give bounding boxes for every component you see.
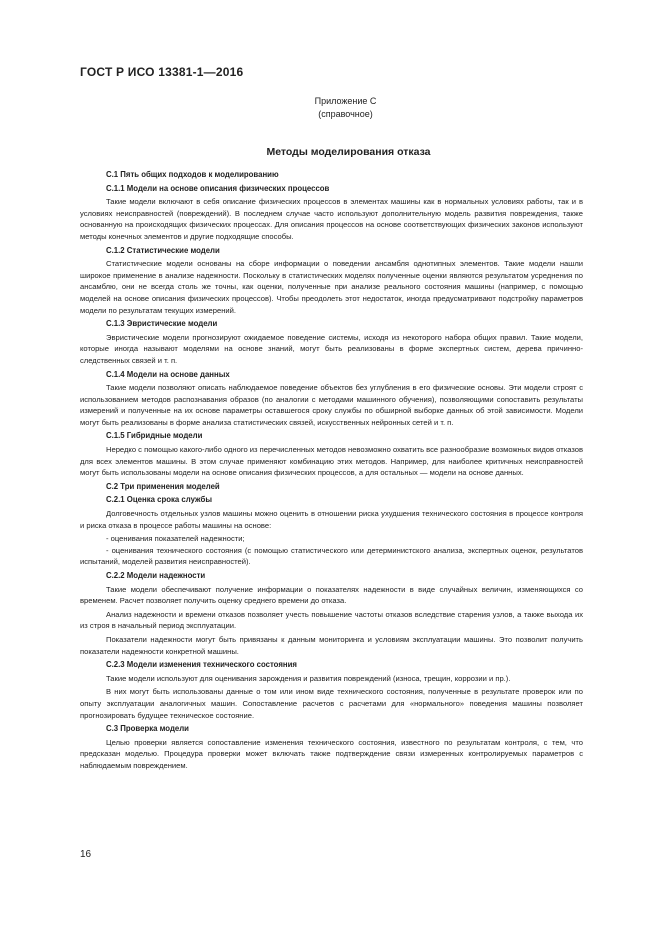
section-heading: C.2.2 Модели надежности — [106, 571, 206, 580]
document-body — [80, 169, 583, 774]
page-number: 16 — [80, 849, 92, 860]
paragraph: - оценивания технического состояния (с помощью статистического или детерминистского анализа, экспертных оценок, результатов испытаний, моделей развития неисправностей). — [80, 545, 583, 567]
paragraph: Такие модели обеспечивают получение информации о показателях надежности в виде случайных величин, изменяющихся со временем. Расчет позволяет получить оценку среднего времени до отказа. — [80, 584, 583, 606]
section-heading: C.2.3 Модели изменения технического состояния — [106, 660, 297, 670]
paragraph: Целью проверки является сопоставление изменения технического состояния, известного по результатам контроля, с тем, что предсказан моделью. Процедура проверки может включать также подтверждение связи измеренных контролируемых параметров с наблюдаемым повреждением. — [80, 737, 583, 770]
paragraph: Показатели надежности могут быть привязаны к данным мониторинга и условиям эксплуатации машины. Это позволит получить показатели надежности конкретной машины. — [80, 634, 583, 656]
section-heading: C.1 Пять общих подходов к моделированию — [106, 170, 279, 179]
document-header: ГОСТ Р ИСО 13381-1—2016 — [80, 65, 244, 79]
section-title: Методы моделирования отказа — [266, 146, 431, 158]
section-heading: C.2 Три применения моделей — [106, 481, 220, 491]
paragraph: Нередко с помощью какого-либо одного из перечисленных методов невозможно охватить все разнообразие возможных видов отказов для всех элементов машины. В этом случае применяют комбинацию этих методов. Например, для наиболее критичных неисправностей могут быть использованы модели на основе описания физических процессов, а для остальных — модели на основе данных. — [80, 445, 583, 478]
section-heading: C.1.3 Эвристические модели — [106, 319, 218, 329]
section-heading: C.1.4 Модели на основе данных — [106, 369, 230, 379]
section-heading: C.1.1 Модели на основе описания физических процессов — [106, 183, 330, 193]
paragraph: Анализ надежности и времени отказов позволяет учесть повышение частоты отказов вследствие старения узлов, а также выхода их из строя в начальный период эксплуатации. — [80, 609, 583, 631]
list-item: - оценивания показателей надежности; — [106, 534, 245, 544]
section-heading: C.1.2 Статистические модели — [106, 245, 220, 255]
paragraph: Такие модели включают в себя описание физических процессов в элементах машины как в нормальных условиях работы, так и в условиях неисправностей (повреждений). В последнем случае часто используют дополнительную модель развития повреждения, также основанную на происходящих физических процессах. Для описания процессов на основе соответствующих физических законов используют методы конечных элементов и другие подходящие способы. — [80, 197, 583, 241]
appendix-title: Приложение C — [314, 96, 377, 106]
paragraph: Такие модели позволяют описать наблюдаемое поведение объектов без углубления в его физические основы. Эти модели строят с использованием методов распознавания образов (по аналогии с методами машинного обучения), позволяющими сопоставить результаты измерений и полученные на их основе параметры оставшегося сроку службы по обширной выборке данных об этой зависимости. Модели могут быть реализованы в форме анализа статистических связей, искусственных нейронных сетей и т. п. — [80, 383, 583, 427]
paragraph: Такие модели используют для оценивания зарождения и развития повреждений (износа, трещин, коррозии и пр.). — [106, 673, 511, 683]
section-heading: C.1.5 Гибридные модели — [106, 431, 203, 441]
paragraph: Долговечность отдельных узлов машины можно оценить в отношении риска ухудшения технического состояния в процессе контроля и риска отказа в процессе работы машины на основе: — [80, 509, 583, 530]
paragraph: Статистические модели основаны на сборе информации о поведении ансамбля однотипных элементов. Такие модели нашли широкое применение в анализе надежности. Поскольку в статистических моделях полученные оценки являются результатом усреднения по ансамблю, они не всегда столь же точны, как оценки, полученные при анализе реального состояния машины (например, с помощью моделей на основе описания физических процессов). Чтобы преодолеть этот недостаток, иногда предусматривают подстройку параметров модели по результатам текущих измерений. — [80, 259, 583, 315]
appendix-subtitle: (справочное) — [318, 109, 373, 119]
appendix-heading — [0, 95, 661, 121]
section-heading: C.3 Проверка модели — [106, 724, 189, 734]
paragraph: В них могут быть использованы данные о том или ином виде технического состояния, полученные в результате проверок или по опыту эксплуатации аналогичных машин. Сопоставление расчетов с расчетами для «нормального» поведения машины позволяет прогнозировать будущее техническое состояние. — [80, 687, 583, 720]
section-heading: C.2.1 Оценка срока службы — [106, 495, 212, 505]
paragraph: Эвристические модели прогнозируют ожидаемое поведение системы, исходя из некоторого набора общих правил. Такие модели, которые иногда называют моделями на основе знаний, могут быть реализованы в форме экспертных систем, дерева причинно-следственных связей и т. п. — [80, 332, 583, 365]
